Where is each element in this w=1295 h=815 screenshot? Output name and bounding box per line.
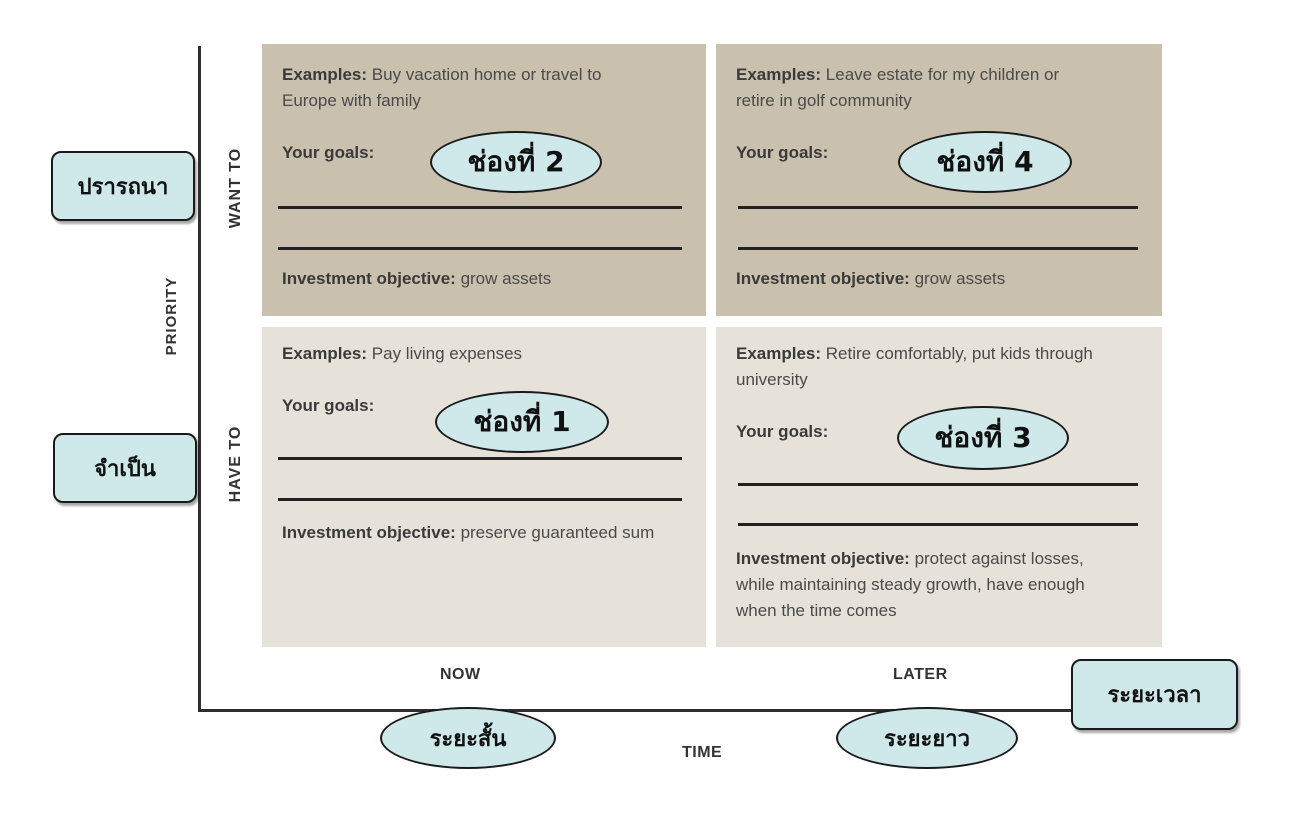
objective-text xyxy=(282,266,686,292)
short-term-callout: ระยะสั้น xyxy=(380,707,556,769)
axis-label-time: TIME xyxy=(682,744,723,761)
goal-line xyxy=(738,523,1138,526)
objective-label: Investment objective: xyxy=(282,523,456,542)
goals-label: Your goals: xyxy=(282,396,375,415)
goal-line xyxy=(738,483,1138,486)
objective-label: Investment objective: xyxy=(736,549,910,568)
objective-text xyxy=(736,266,1142,292)
examples-value: Pay living expenses xyxy=(371,344,523,363)
need-callout: จำเป็น xyxy=(53,433,197,503)
goal-line xyxy=(278,206,682,209)
objective-label: Investment objective: xyxy=(282,269,456,288)
goal-line xyxy=(278,498,682,501)
goal-line xyxy=(738,247,1138,250)
quadrant-have-now xyxy=(262,327,706,647)
examples-label: Examples: xyxy=(736,65,822,84)
time-callout: ระยะเวลา xyxy=(1071,659,1238,730)
objective-value: grow assets xyxy=(914,269,1006,288)
examples-value: Buy vacation home or travel to Europe with family xyxy=(282,65,602,110)
axis-label-now: NOW xyxy=(440,666,481,683)
axis-label-have-to: HAVE TO xyxy=(227,425,244,503)
objective-value: preserve guaranteed sum xyxy=(460,523,655,542)
axis-label-priority: PRIORITY xyxy=(163,276,180,356)
examples-label: Examples: xyxy=(282,65,368,84)
box-2-callout: ช่องที่ 2 xyxy=(430,131,602,193)
objective-text xyxy=(736,546,1116,624)
objective-label: Investment objective: xyxy=(736,269,910,288)
examples-value: Leave estate for my children or retire in golf community xyxy=(736,65,1060,110)
objective-value: protect against losses, while maintaining steady growth, have enough when the time comes xyxy=(736,549,1085,620)
quadrant-have-later xyxy=(716,327,1162,647)
examples-text xyxy=(736,341,1096,393)
goal-line xyxy=(278,457,682,460)
examples-text xyxy=(282,341,686,367)
objective-text xyxy=(282,520,682,546)
axis-label-want-to: WANT TO xyxy=(227,147,244,229)
examples-label: Examples: xyxy=(736,344,822,363)
box-3-callout: ช่องที่ 3 xyxy=(897,406,1069,470)
examples-text xyxy=(736,62,1076,114)
long-term-callout: ระยะยาว xyxy=(836,707,1018,769)
examples-value: Retire comfortably, put kids through university xyxy=(736,344,1093,389)
want-callout: ปรารถนา xyxy=(51,151,195,221)
goal-line xyxy=(738,206,1138,209)
objective-value: grow assets xyxy=(460,269,552,288)
box-1-callout: ช่องที่ 1 xyxy=(435,391,609,453)
examples-text xyxy=(282,62,642,114)
examples-label: Examples: xyxy=(282,344,368,363)
box-4-callout: ช่องที่ 4 xyxy=(898,131,1072,193)
goals-label: Your goals: xyxy=(736,143,829,162)
goal-line xyxy=(278,247,682,250)
priority-axis-line xyxy=(198,46,201,712)
axis-label-later: LATER xyxy=(893,666,948,683)
goals-label: Your goals: xyxy=(282,143,375,162)
goals-label: Your goals: xyxy=(736,422,829,441)
